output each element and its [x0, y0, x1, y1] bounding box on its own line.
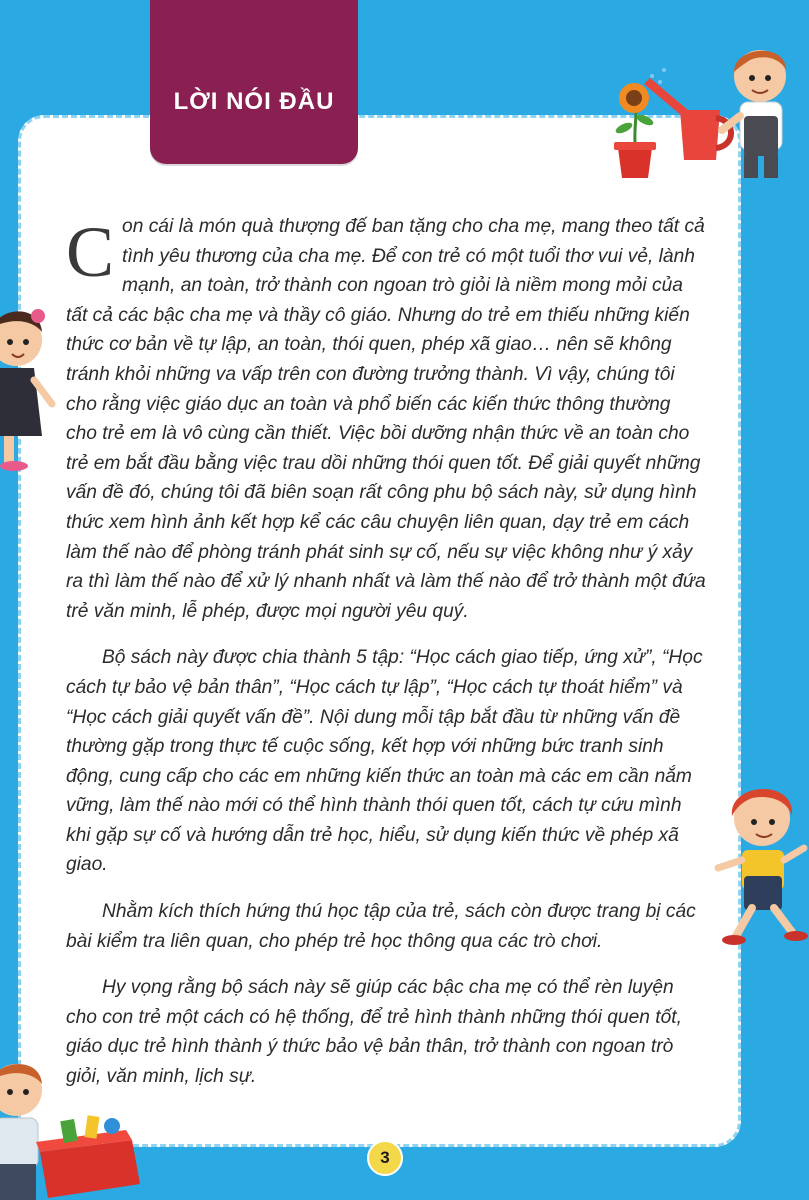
boy-watering-flower-illustration: [604, 20, 804, 180]
paragraph-3: Nhằm kích thích hứng thú học tập của trẻ, sách còn được trang bị các bài kiểm tra liên quan, cho phép trẻ học thông qua các trò chơi.: [66, 901, 696, 952]
page-number-badge: 3: [367, 1140, 403, 1176]
title-banner: [150, 0, 358, 164]
paragraph-1: [66, 212, 706, 626]
paragraph-2: Bộ sách này được chia thành 5 tập: “Học cách giao tiếp, ứng xử”, “Học cách tự bảo vệ bản thân”, “Học cách tự lập”, “Học cách tự thoát hiểm” và “Học cách giải quyết vấn đề”. Nội dung mỗi tập bắt đầu từ những vấn đề thường gặp trong thực tế cuộc sống, kết hợp với những bức tranh sinh động, cung cấp cho các em những kiến thức an toàn mà các em cần nắm vững, làm thế nào mới có thể hình thành thói quen tốt, cách tự cứu mình khi gặp sự cố và hướng dẫn trẻ học, hiểu, sử dụng kiến thức về phép xã giao.: [66, 647, 703, 876]
preface-text: [66, 212, 706, 1109]
paragraph-4: Hy vọng rằng bộ sách này sẽ giúp các bậc cha mẹ có thể rèn luyện cho con trẻ một cách có hệ thống, để trẻ hình thành những thói quen tốt, giáo dục trẻ hình thành ý thức bảo vệ bản thân, trở thành con ngoan trò giỏi, văn minh, lịch sự.: [66, 977, 682, 1088]
page-title: LỜI NÓI ĐẦU: [173, 88, 335, 115]
running-boy-illustration: [712, 772, 809, 952]
paragraph-1-text: on cái là món quà thượng đế ban tặng cho cha mẹ, mang theo tất cả tình yêu thương của cha mẹ. Để con trẻ có một tuổi thơ vui vẻ, lành mạnh, an toàn, trở thành con ngoan trò giỏi là niềm mong mỏi của tất cả các bậc cha mẹ và thầy cô giáo. Nhưng do trẻ em thiếu những kiến thức cơ bản về tự lập, an toàn, thói quen, phép xã giao… nên sẽ không tránh khỏi những va vấp trên con đường trưởng thành. Vì vậy, chúng tôi cho rằng việc giáo dục an toàn và phổ biến các kiến thức thông thường cho trẻ em là vô cùng cần thiết. Việc bồi dưỡng nhận thức về an toàn cho trẻ em bắt đầu bằng việc trau dồi những thói quen tốt. Để giải quyết những vấn đề đó, chúng tôi đã biên soạn rất công phu bộ sách này, sử dụng hình thức xem hình ảnh kết hợp kể các câu chuyện liên quan, dạy trẻ em cách làm thế nào để phòng tránh phát sinh sự cố, nếu sự việc không như ý xảy ra thì làm thế nào để xử lý nhanh nhất và làm thế nào để trở thành một đứa trẻ văn minh, lễ phép, được mọi người yêu quý.: [66, 216, 706, 622]
drop-cap: C: [66, 212, 115, 292]
girl-illustration: [0, 296, 60, 476]
